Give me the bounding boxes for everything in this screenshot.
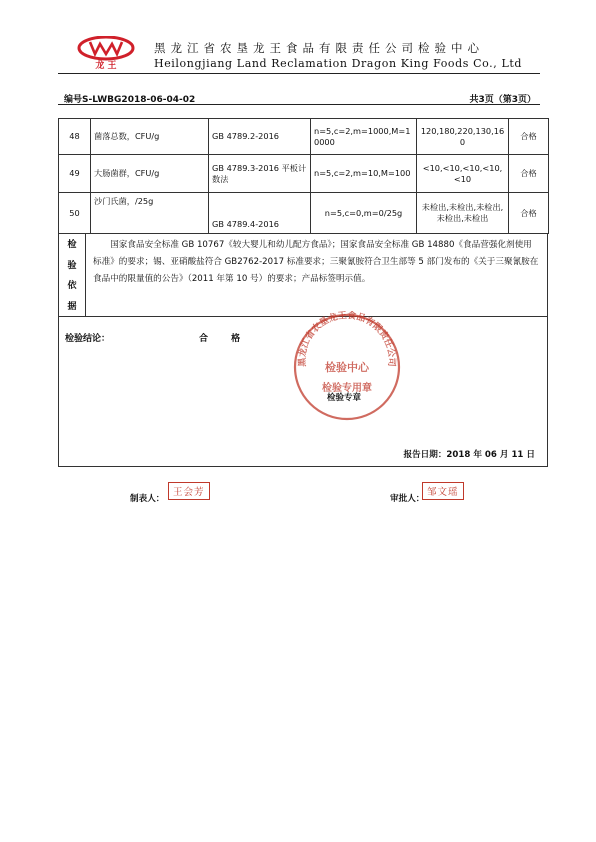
logo-text: 龙 王	[95, 61, 117, 70]
prepared-by-signature: 王会芳	[168, 482, 210, 500]
inspection-basis	[58, 233, 548, 317]
item-no: 50	[59, 193, 91, 234]
seal-ring-text: 黑龙江省农垦龙王食品有限责任公司	[297, 311, 397, 367]
item-conclusion: 合格	[509, 119, 549, 155]
conclusion-value: 合 格	[199, 334, 251, 344]
table-row	[59, 119, 549, 155]
item-no: 49	[59, 155, 91, 193]
prepared-by-label: 制表人：	[130, 494, 165, 504]
table-row	[59, 193, 549, 234]
page-info: 共3页（第3页）	[469, 95, 536, 105]
item-result: 120,180,220,130,160	[417, 119, 509, 155]
test-items-table	[58, 118, 549, 234]
item-criteria: n=5,c=2,m=1000,M=10000	[311, 119, 417, 155]
basis-label-char: 验	[67, 260, 77, 271]
basis-text: 国家食品安全标准 GB 10767《较大婴儿和幼儿配方食品》；国家食品安全标准 GB 14880《食品营强化剂使用标准》的要求；锡、亚硝酸盐符合 GB2762-2017 标准要求；三聚氰胺符合卫生部等 5 部门发布的《关于三聚氰胺在食品中的限量值的公告》（2011 年第 10 号）的要求；产品标签明示值。	[93, 240, 539, 284]
conclusion-label: 检验结论：	[65, 334, 111, 344]
approved-by-label: 审批人：	[390, 494, 425, 504]
item-result: 未检出,未检出,未检出,未检出,未检出	[417, 193, 509, 234]
basis-label-char: 检	[67, 239, 77, 250]
inspection-conclusion	[58, 311, 548, 467]
header-rule	[58, 73, 540, 74]
item-conclusion: 合格	[509, 155, 549, 193]
item-name: 菌落总数，CFU/g	[91, 119, 209, 155]
basis-label-char: 据	[67, 302, 77, 313]
item-method: GB 4789.2-2016	[209, 119, 311, 155]
item-method: GB 4789.3-2016 平板计数法	[209, 155, 311, 193]
table-row	[59, 155, 549, 193]
basis-label-char: 依	[67, 281, 77, 292]
item-criteria: n=5,c=0,m=0/25g	[311, 193, 417, 234]
doc-number: 编号S-LWBG2018-06-04-02	[64, 95, 196, 105]
item-conclusion: 合格	[509, 193, 549, 234]
item-result: <10,<10,<10,<10,<10	[417, 155, 509, 193]
item-criteria: n=5,c=2,m=10,M=100	[311, 155, 417, 193]
item-method: GB 4789.4-2016	[209, 193, 311, 234]
report-date: 报告日期：2018 年 06 月 11 日	[403, 450, 535, 460]
item-name: 沙门氏菌，/25g	[91, 193, 209, 234]
seal-center-text: 检验中心	[325, 361, 369, 374]
seal-caption: 检验专章	[327, 393, 362, 403]
company-logo	[76, 36, 136, 70]
company-name-en: Heilongjiang Land Reclamation Dragon King Foods Co., Ltd	[154, 57, 523, 70]
item-name: 大肠菌群，CFU/g	[91, 155, 209, 193]
seal-bottom-text: 检验专用章	[322, 383, 372, 394]
approved-by-signature: 邹文瑶	[422, 482, 464, 500]
basis-label	[59, 233, 86, 316]
docno-rule	[58, 104, 540, 105]
item-no: 48	[59, 119, 91, 155]
svg-text:黑龙江省农垦龙王食品有限责任公司	[296, 311, 398, 367]
company-name-cn: 黑龙江省农垦龙王食品有限责任公司检验中心	[154, 41, 484, 55]
inspection-seal	[291, 311, 403, 423]
